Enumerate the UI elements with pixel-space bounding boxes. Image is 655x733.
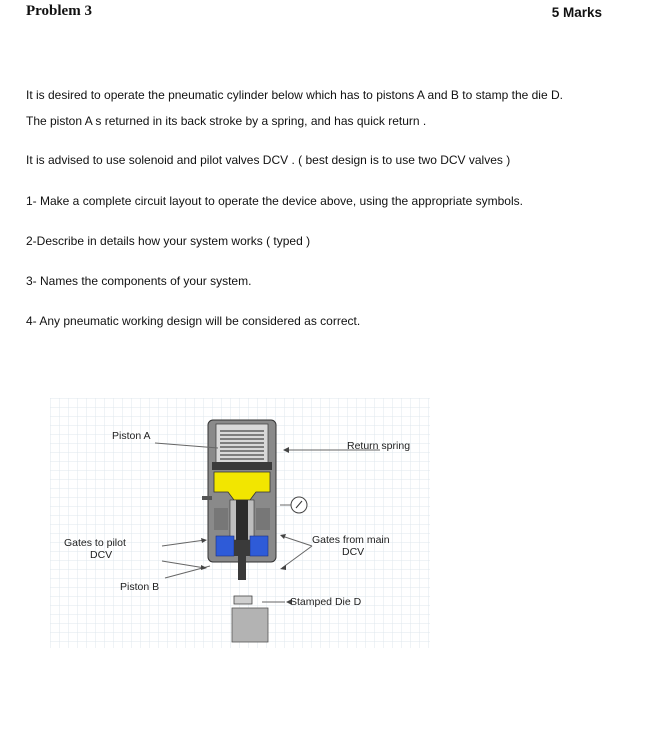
- problem-title: Problem 3: [26, 3, 92, 19]
- cylinder-diagram: [50, 398, 430, 648]
- stamped-die: [232, 608, 268, 642]
- label-piston-b: Piston B: [120, 581, 160, 593]
- label-gates-main-2: DCV: [342, 546, 365, 558]
- label-gates-pilot-1: Gates to pilot: [64, 537, 126, 549]
- label-piston-a: Piston A: [112, 430, 151, 442]
- label-gates-main-1: Gates from main: [312, 534, 390, 546]
- label-return-spring: Return spring: [347, 440, 411, 452]
- marks-label: 5 Marks: [551, 5, 602, 20]
- task-2: 2-Describe in details how your system works ( typed ): [26, 234, 311, 248]
- intro-line-2: The piston A s returned in its back stroke by a spring, and has quick return .: [26, 114, 427, 128]
- task-3: 3- Names the components of your system.: [26, 274, 252, 288]
- task-1: 1- Make a complete circuit layout to operate the device above, using the appropriate symbols.: [26, 194, 523, 208]
- die-top: [234, 596, 252, 604]
- task-4: 4- Any pneumatic working design will be considered as correct.: [26, 314, 361, 328]
- cylinder-body: [202, 420, 276, 580]
- advice-line: It is advised to use solenoid and pilot valves DCV . ( best design is to use two DCV valves ): [26, 153, 511, 167]
- label-stamped-die: Stamped Die D: [290, 596, 362, 608]
- pneumatic-cylinder-figure: [50, 398, 430, 648]
- intro-line-1: It is desired to operate the pneumatic cylinder below which has to pistons A and B to stamp the die D.: [26, 88, 563, 102]
- label-gates-pilot-2: DCV: [90, 549, 113, 561]
